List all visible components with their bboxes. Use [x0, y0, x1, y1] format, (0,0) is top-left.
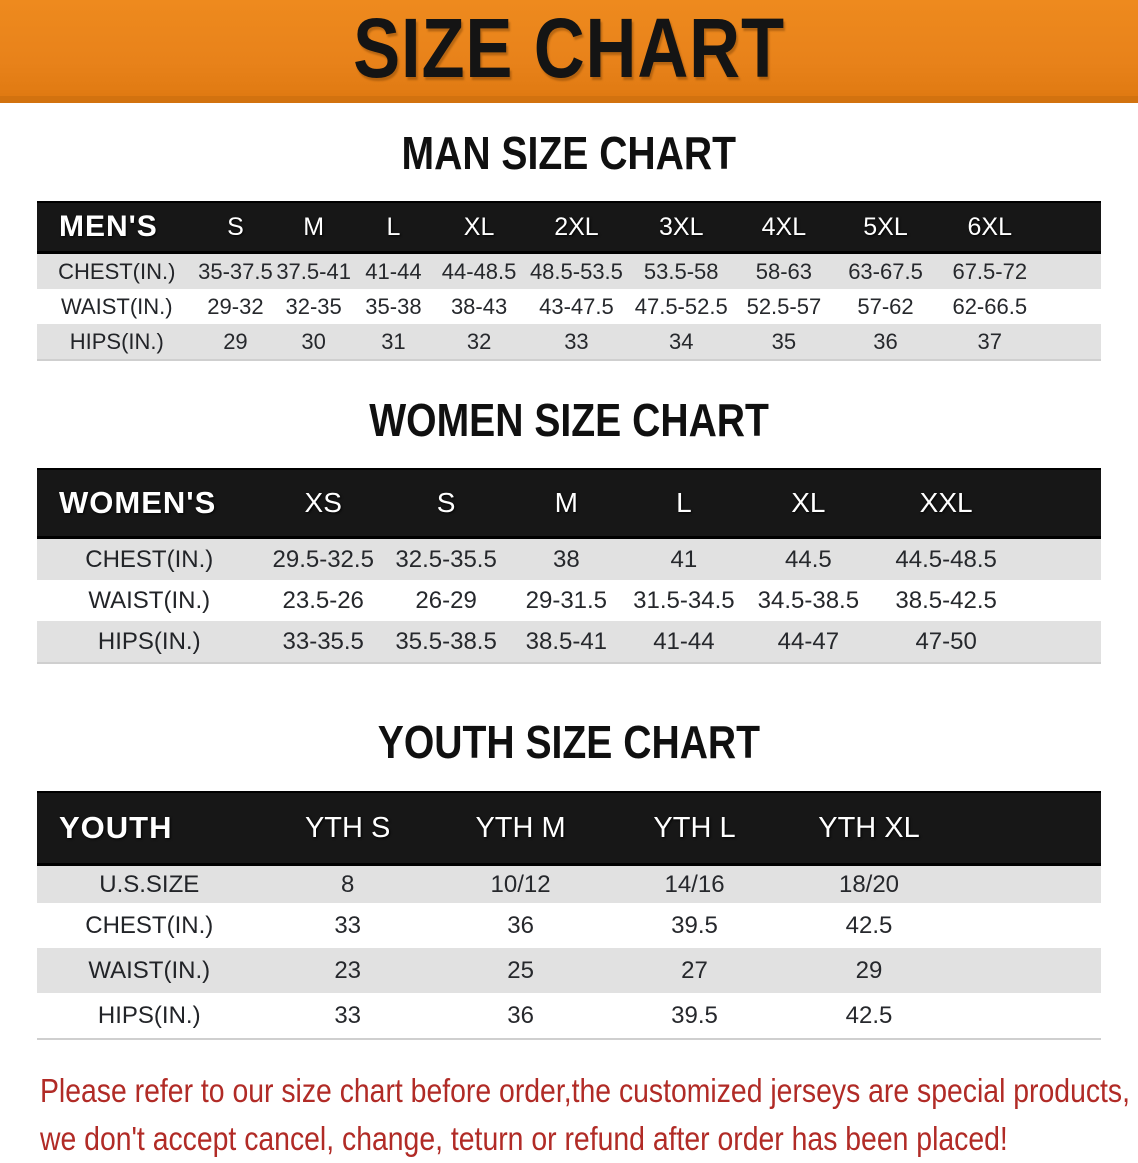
size-cell: 57-62 [834, 289, 937, 324]
size-cell: 52.5-57 [734, 289, 834, 324]
men-size-table [37, 201, 1101, 361]
size-cell: 39.5 [607, 993, 781, 1039]
row-label: CHEST(IN.) [37, 538, 262, 581]
row-spacer [1042, 324, 1101, 360]
row-label: HIPS(IN.) [37, 324, 197, 360]
women-section [0, 394, 1138, 664]
row-label: HIPS(IN.) [37, 621, 262, 663]
size-column-header: L [625, 469, 742, 538]
size-column-header: L [353, 202, 434, 253]
row-spacer [956, 865, 1101, 904]
row-spacer [956, 903, 1101, 948]
size-cell: 39.5 [607, 903, 781, 948]
row-label: U.S.SIZE [37, 865, 262, 904]
men-section [0, 127, 1138, 361]
table-corner-label: WOMEN'S [37, 469, 262, 538]
measurement-row [37, 903, 1101, 948]
row-spacer [1018, 621, 1101, 663]
size-chart-banner [0, 0, 1138, 103]
size-cell: 44.5 [742, 538, 874, 581]
measurement-row [37, 865, 1101, 904]
size-cell: 38-43 [434, 289, 524, 324]
size-cell: 41-44 [353, 253, 434, 290]
size-cell: 44-47 [742, 621, 874, 663]
size-cell: 43-47.5 [524, 289, 628, 324]
size-cell: 47.5-52.5 [629, 289, 734, 324]
size-cell: 47-50 [874, 621, 1018, 663]
size-cell: 36 [434, 903, 607, 948]
measurement-row [37, 289, 1101, 324]
women-section-heading [0, 394, 1138, 446]
size-cell: 44.5-48.5 [874, 538, 1018, 581]
size-cell: 41-44 [625, 621, 742, 663]
size-cell: 62-66.5 [937, 289, 1042, 324]
header-spacer [1018, 469, 1101, 538]
size-column-header: S [197, 202, 275, 253]
size-cell: 10/12 [434, 865, 607, 904]
banner-title: SIZE CHART [353, 1, 785, 95]
size-cell: 42.5 [782, 903, 956, 948]
size-cell: 31.5-34.5 [625, 580, 742, 621]
size-cell: 32-35 [274, 289, 353, 324]
size-cell: 48.5-53.5 [524, 253, 628, 290]
size-cell: 14/16 [607, 865, 781, 904]
size-column-header: 6XL [937, 202, 1042, 253]
size-column-header: 4XL [734, 202, 834, 253]
row-label: WAIST(IN.) [37, 948, 262, 993]
youth-heading-text: YOUTH SIZE CHART [377, 716, 761, 768]
row-label: CHEST(IN.) [37, 903, 262, 948]
table-corner-label: MEN'S [37, 202, 197, 253]
size-cell: 35 [734, 324, 834, 360]
size-column-header: S [385, 469, 507, 538]
size-cell: 67.5-72 [937, 253, 1042, 290]
size-cell: 38.5-42.5 [874, 580, 1018, 621]
size-cell: 23.5-26 [262, 580, 385, 621]
size-cell: 33 [262, 903, 434, 948]
size-cell: 35.5-38.5 [385, 621, 507, 663]
size-column-header: 3XL [629, 202, 734, 253]
measurement-row [37, 621, 1101, 663]
row-spacer [956, 993, 1101, 1039]
row-spacer [1042, 253, 1101, 290]
youth-section [0, 716, 1138, 1040]
size-column-header: XL [742, 469, 874, 538]
row-spacer [1018, 538, 1101, 581]
size-cell: 38 [507, 538, 625, 581]
size-column-header: XL [434, 202, 524, 253]
size-cell: 29.5-32.5 [262, 538, 385, 581]
row-label: CHEST(IN.) [37, 253, 197, 290]
size-cell: 29 [782, 948, 956, 993]
measurement-row [37, 948, 1101, 993]
size-cell: 41 [625, 538, 742, 581]
size-cell: 34 [629, 324, 734, 360]
women-size-table [37, 468, 1101, 664]
size-column-header: M [507, 469, 625, 538]
size-column-header: YTH XL [782, 792, 956, 865]
size-cell: 36 [834, 324, 937, 360]
size-cell: 37 [937, 324, 1042, 360]
size-column-header: XS [262, 469, 385, 538]
size-column-header: XXL [874, 469, 1018, 538]
measurement-row [37, 253, 1101, 290]
size-cell: 35-37.5 [197, 253, 275, 290]
size-cell: 29-31.5 [507, 580, 625, 621]
disclaimer-line-1: Please refer to our size chart before order,the customized jerseys are special products, [40, 1072, 1131, 1109]
size-column-header: M [274, 202, 353, 253]
size-cell: 8 [262, 865, 434, 904]
size-header-row [37, 792, 1101, 865]
men-heading-text: MAN SIZE CHART [401, 127, 737, 179]
disclaimer [40, 1067, 1138, 1163]
men-section-heading [0, 127, 1138, 179]
size-cell: 18/20 [782, 865, 956, 904]
size-cell: 27 [607, 948, 781, 993]
size-cell: 63-67.5 [834, 253, 937, 290]
size-column-header: YTH L [607, 792, 781, 865]
size-cell: 23 [262, 948, 434, 993]
row-label: HIPS(IN.) [37, 993, 262, 1039]
size-cell: 31 [353, 324, 434, 360]
size-cell: 32.5-35.5 [385, 538, 507, 581]
size-cell: 32 [434, 324, 524, 360]
youth-section-heading [0, 716, 1138, 768]
size-header-row [37, 469, 1101, 538]
row-spacer [1042, 289, 1101, 324]
size-cell: 44-48.5 [434, 253, 524, 290]
size-cell: 29-32 [197, 289, 275, 324]
size-cell: 58-63 [734, 253, 834, 290]
youth-size-table [37, 791, 1101, 1040]
header-spacer [956, 792, 1101, 865]
size-cell: 29 [197, 324, 275, 360]
row-label: WAIST(IN.) [37, 580, 262, 621]
size-column-header: YTH S [262, 792, 434, 865]
size-cell: 42.5 [782, 993, 956, 1039]
size-cell: 26-29 [385, 580, 507, 621]
measurement-row [37, 324, 1101, 360]
size-column-header: YTH M [434, 792, 607, 865]
row-spacer [1018, 580, 1101, 621]
measurement-row [37, 993, 1101, 1039]
size-cell: 33 [262, 993, 434, 1039]
women-heading-text: WOMEN SIZE CHART [369, 394, 769, 446]
size-cell: 30 [274, 324, 353, 360]
size-cell: 25 [434, 948, 607, 993]
size-cell: 37.5-41 [274, 253, 353, 290]
size-cell: 34.5-38.5 [742, 580, 874, 621]
header-spacer [1042, 202, 1101, 253]
size-cell: 33 [524, 324, 628, 360]
size-header-row [37, 202, 1101, 253]
measurement-row [37, 538, 1101, 581]
size-cell: 36 [434, 993, 607, 1039]
size-cell: 38.5-41 [507, 621, 625, 663]
measurement-row [37, 580, 1101, 621]
row-spacer [956, 948, 1101, 993]
size-cell: 35-38 [353, 289, 434, 324]
disclaimer-line-2: we don't accept cancel, change, teturn or refund after order has been placed! [40, 1120, 1008, 1157]
size-cell: 33-35.5 [262, 621, 385, 663]
size-column-header: 5XL [834, 202, 937, 253]
size-column-header: 2XL [524, 202, 628, 253]
size-cell: 53.5-58 [629, 253, 734, 290]
table-corner-label: YOUTH [37, 792, 262, 865]
row-label: WAIST(IN.) [37, 289, 197, 324]
